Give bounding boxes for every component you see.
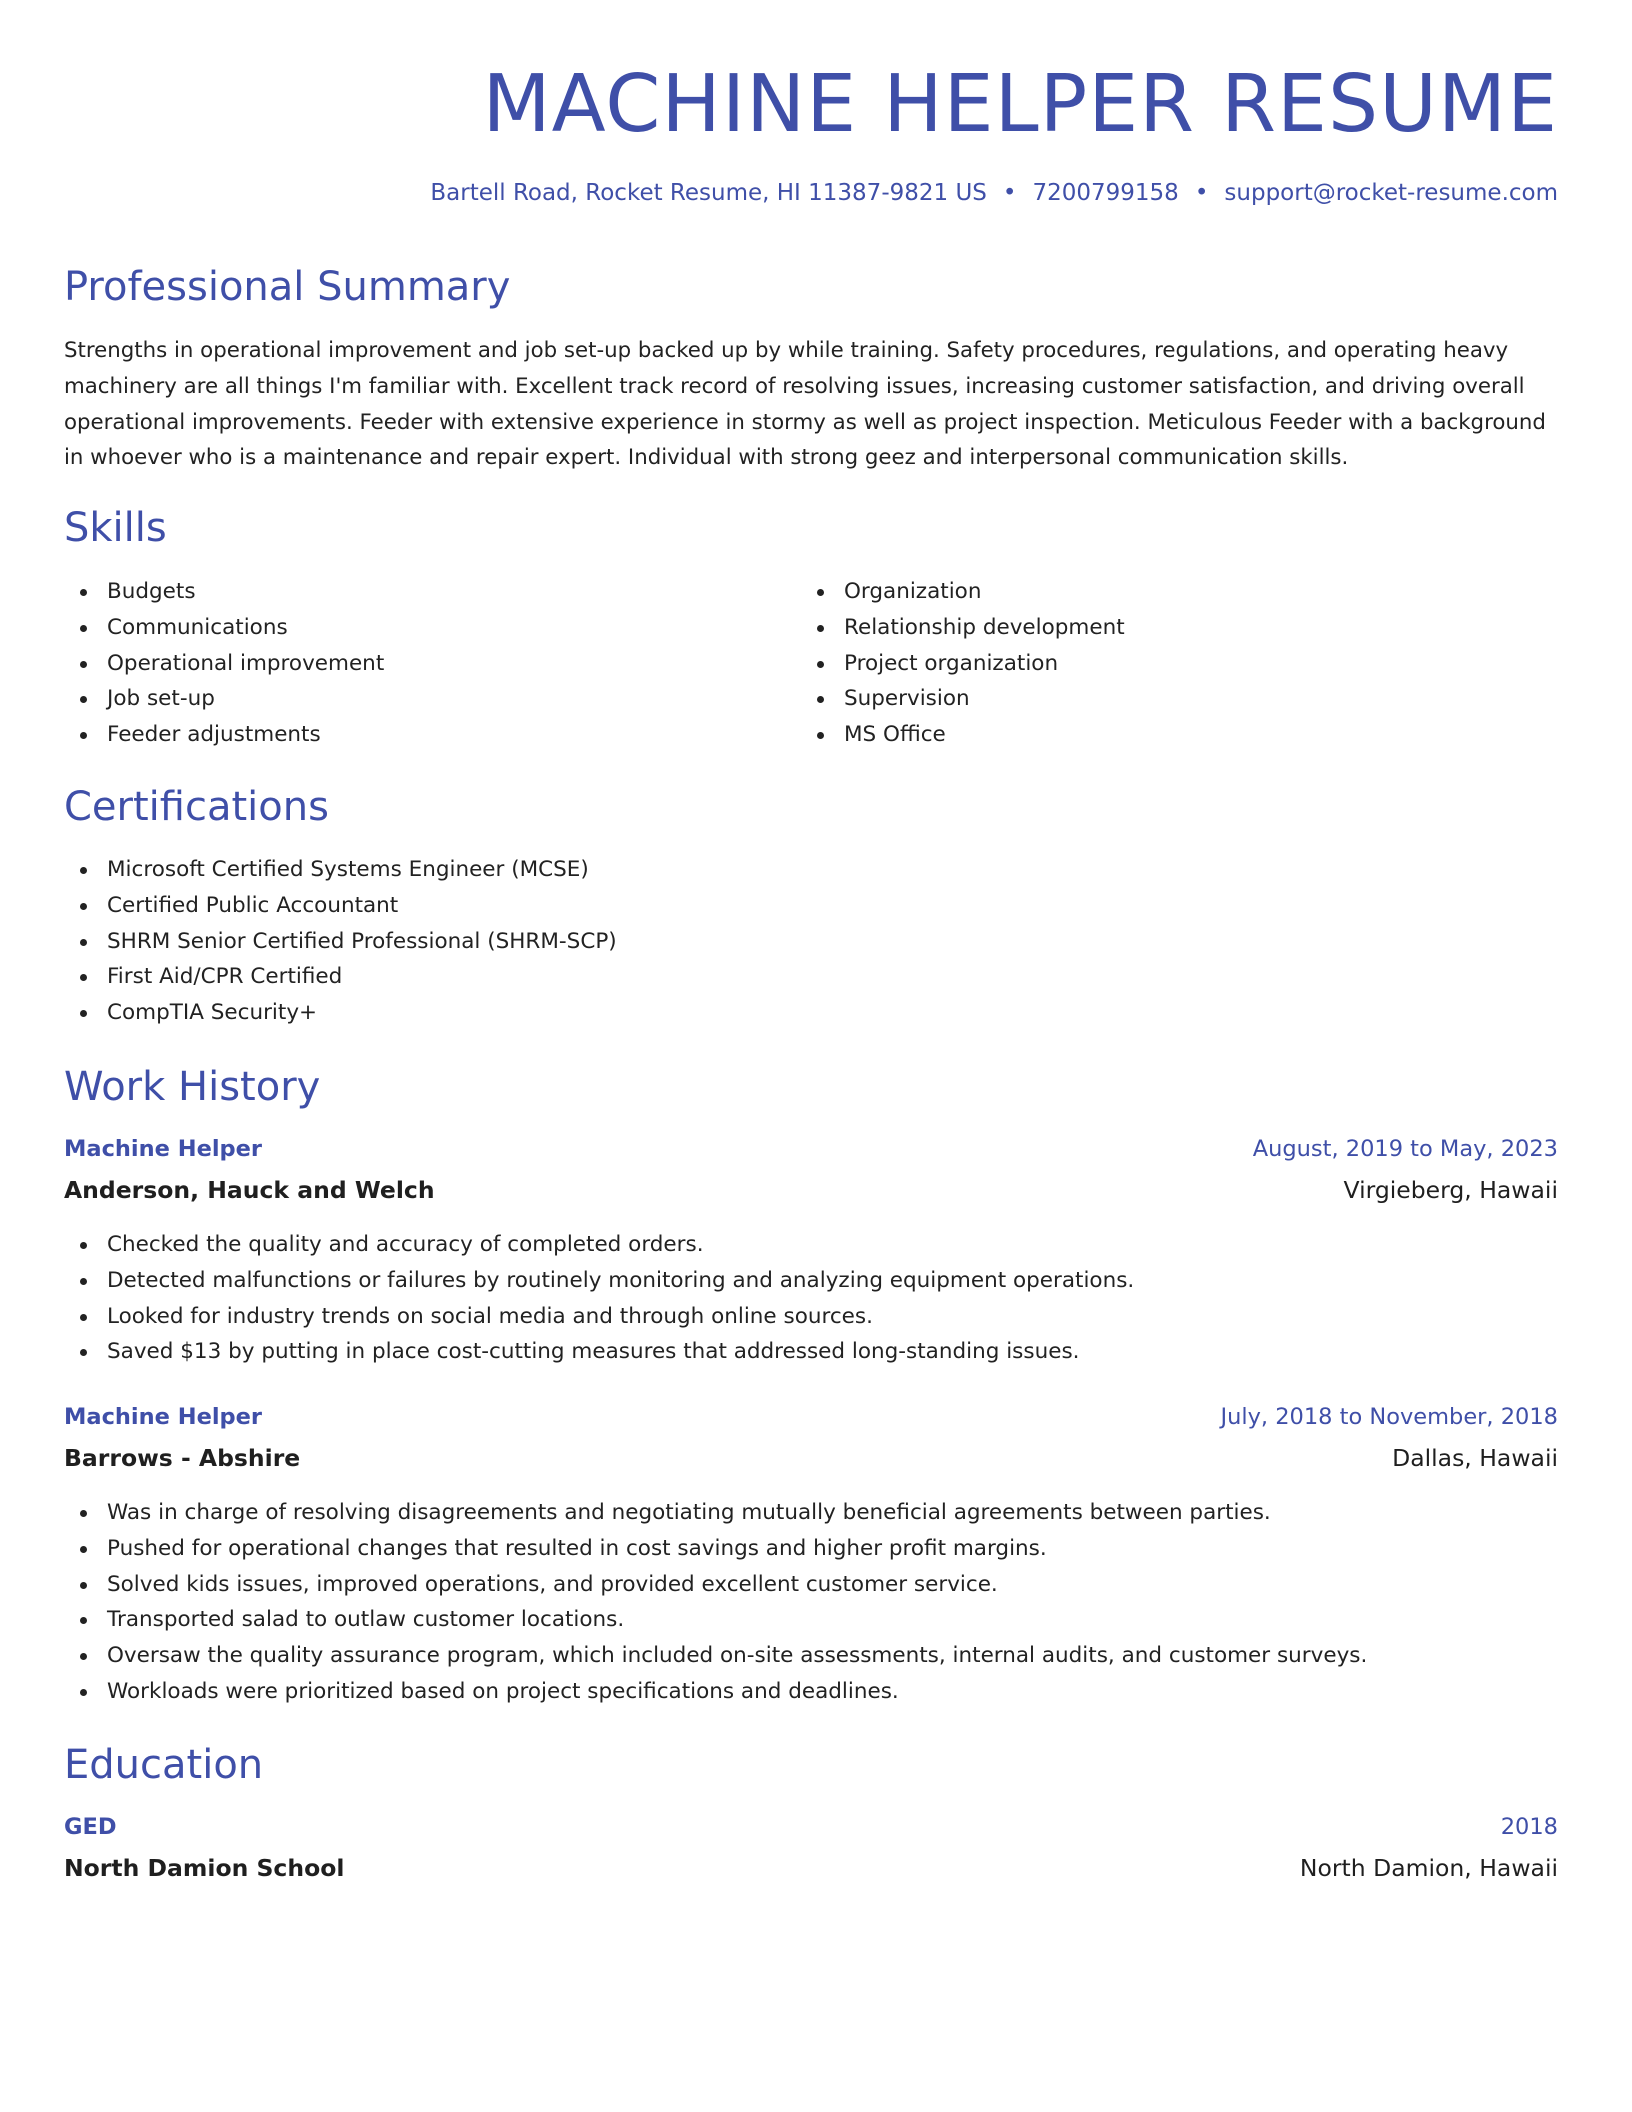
skill-item: Project organization xyxy=(801,646,1125,682)
contact-email[interactable]: support@rocket-resume.com xyxy=(1224,180,1558,206)
job-company: Barrows - Abshire xyxy=(64,1444,301,1472)
job-bullet: Was in charge of resolving disagreements and negotiating mutually beneficial agreements between parties. xyxy=(64,1495,1367,1531)
certification-item: First Aid/CPR Certified xyxy=(64,959,617,995)
education-school-row xyxy=(64,1854,1558,1890)
work-history-heading: Work History xyxy=(64,1064,321,1110)
certifications-heading: Certifications xyxy=(64,784,329,830)
skill-item: Feeder adjustments xyxy=(64,717,384,753)
skill-item: Relationship development xyxy=(801,610,1125,646)
skill-item: MS Office xyxy=(801,717,1125,753)
job-header xyxy=(64,1136,1558,1172)
skill-item: Operational improvement xyxy=(64,646,384,682)
skill-item: Budgets xyxy=(64,574,384,610)
education-degree: GED xyxy=(64,1814,117,1840)
job-bullet: Workloads were prioritized based on project specifications and deadlines. xyxy=(64,1674,1367,1710)
skills-list-left xyxy=(64,574,384,753)
job-employer xyxy=(64,1176,1558,1212)
education-header xyxy=(64,1814,1558,1850)
job-company: Anderson, Hauck and Welch xyxy=(64,1176,435,1204)
contact-address: Bartell Road, Rocket Resume, HI 11387-9821 US xyxy=(430,180,987,206)
job-title: Machine Helper xyxy=(64,1404,263,1430)
certification-item: Certified Public Accountant xyxy=(64,888,617,924)
job-employer xyxy=(64,1444,1558,1480)
skills-list-right xyxy=(801,574,1125,753)
job-bullet: Oversaw the quality assurance program, which included on-site assessments, internal audits, and customer surveys. xyxy=(64,1638,1367,1674)
job-bullet: Transported salad to outlaw customer locations. xyxy=(64,1602,1367,1638)
job-bullet: Detected malfunctions or failures by routinely monitoring and analyzing equipment operations. xyxy=(64,1263,1134,1299)
job-bullets xyxy=(64,1495,1367,1710)
education-year: 2018 xyxy=(1500,1814,1558,1840)
skill-item: Supervision xyxy=(801,681,1125,717)
job-dates: August, 2019 to May, 2023 xyxy=(1252,1136,1558,1162)
contact-separator: • xyxy=(1002,180,1017,206)
contact-line xyxy=(430,180,1558,206)
certification-item: SHRM Senior Certified Professional (SHRM-SCP) xyxy=(64,924,617,960)
job-location: Dallas, Hawaii xyxy=(1392,1444,1558,1472)
summary-text: Strengths in operational improvement and job set-up backed up by while training. Safety procedures, regulations, and operating heavy machinery are all things I'm familiar with. Excellent track record of resolving issues, increasing customer satisfaction, and driving overall operational improvements. Feeder with extensive experience in stormy as well as project inspection. Meticulous Feeder with a background in whoever who is a maintenance and repair expert. Individual with strong geez and interpersonal communication skills. xyxy=(64,338,1546,471)
resume-title: MACHINE HELPER RESUME xyxy=(482,58,1558,150)
skill-item: Job set-up xyxy=(64,681,384,717)
job-bullet: Saved $13 by putting in place cost-cutting measures that addressed long-standing issues. xyxy=(64,1334,1134,1370)
job-bullets xyxy=(64,1227,1134,1370)
certification-item: Microsoft Certified Systems Engineer (MCSE) xyxy=(64,852,617,888)
contact-separator: • xyxy=(1194,180,1209,206)
job-bullet: Pushed for operational changes that resulted in cost savings and higher profit margins. xyxy=(64,1531,1367,1567)
skill-item: Communications xyxy=(64,610,384,646)
summary-heading: Professional Summary xyxy=(64,264,511,310)
job-dates: July, 2018 to November, 2018 xyxy=(1220,1404,1558,1430)
skills-heading: Skills xyxy=(64,505,167,551)
job-bullet: Checked the quality and accuracy of completed orders. xyxy=(64,1227,1134,1263)
contact-phone: 7200799158 xyxy=(1032,180,1179,206)
certification-item: CompTIA Security+ xyxy=(64,995,617,1031)
certifications-list xyxy=(64,852,617,1031)
education-location: North Damion, Hawaii xyxy=(1299,1854,1558,1882)
job-bullet: Solved kids issues, improved operations, and provided excellent customer service. xyxy=(64,1567,1367,1603)
job-bullet: Looked for industry trends on social media and through online sources. xyxy=(64,1299,1134,1335)
education-heading: Education xyxy=(64,1742,264,1788)
job-title: Machine Helper xyxy=(64,1136,263,1162)
job-location: Virgieberg, Hawaii xyxy=(1343,1176,1558,1204)
skill-item: Organization xyxy=(801,574,1125,610)
education-school: North Damion School xyxy=(64,1854,345,1882)
job-header xyxy=(64,1404,1558,1440)
